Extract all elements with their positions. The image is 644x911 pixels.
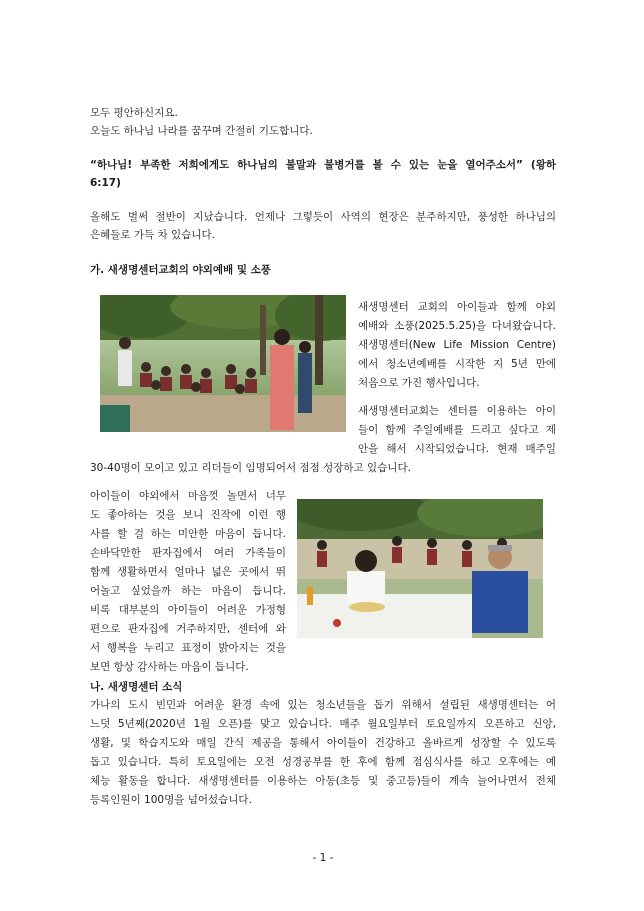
section-a-left-line-5: 함께 생활하면서 얼마나 넓은 곳에서 뛰: [90, 566, 286, 578]
intro-line-2: 은혜들로 가득 차 있습니다.: [90, 229, 215, 241]
section-b-line-4: 돕고 있습니다. 특히 토요일에는 오전 성경공부를 한 후에 함께 점심식사를 하고 오후에는 예: [90, 756, 556, 768]
section-b-heading: 나. 새생명센터 소식: [90, 681, 183, 693]
outdoor-worship-photo: [100, 295, 346, 432]
section-a-left-line-6: 어놀고 싶었을까 하는 마음이 듭니다.: [90, 585, 286, 597]
section-a-left-line-1: 아이들이 야외에서 마음껏 놀면서 너무: [90, 490, 286, 502]
intro-line-1: 올해도 벌써 절반이 지났습니다. 언제나 그렇듯이 사역의 현장은 분주하지만, 풍성한 하나님의: [90, 211, 556, 223]
section-a-right-line-5: 처음으로 가진 행사입니다.: [358, 377, 480, 389]
section-b-line-1: 가나의 도시 빈민과 어려운 환경 속에 있는 청소년들을 돕기 위해서 설립된 새생명센터는 어: [90, 699, 556, 711]
section-a-right-line-9: 안을 해서 시작되었습니다. 현재 매주일: [358, 443, 556, 455]
page-number: - 1 -: [312, 852, 334, 864]
picnic-meal-photo-svg: [297, 499, 543, 638]
section-a-left-line-9: 서 행복을 누리고 표정이 밝아지는 것을: [90, 642, 286, 654]
greeting-line-2: 오늘도 하나님 나라를 꿈꾸며 간절히 기도합니다.: [90, 125, 313, 137]
section-b-line-5: 체능 활동을 합니다. 새생명센터를 이용하는 아동(초등 및 중고등)들이 계속 늘어나면서 전체: [90, 775, 556, 787]
picnic-meal-photo: [297, 499, 543, 638]
section-a-right-line-7: 새생명센터교회는 센터를 이용하는 아이: [358, 405, 556, 417]
section-a-right-line-4: 에서 청소년예배를 시작한 지 5년 만에: [358, 358, 556, 370]
section-a-right-line-2: 예배와 소풍(2025.5.25)을 다녀왔습니다.: [358, 320, 556, 332]
section-b-line-6: 등록인원이 100명을 넘어섰습니다.: [90, 794, 252, 806]
outdoor-worship-photo-svg: [100, 295, 346, 432]
section-b-line-2: 느덧 5년째(2020년 1월 오픈)를 맞고 있습니다. 매주 월요일부터 토요일까지 오픈하고 신앙,: [90, 718, 556, 730]
verse-line-1: “하나님! 부족한 저희에게도 하나님의 불말과 불병거를 볼 수 있는 눈을 열어주소서” (왕하: [90, 159, 556, 171]
section-a-full-line: 30-40명이 모이고 있고 리더들이 임명되어서 점점 성장하고 있습니다.: [90, 462, 411, 474]
section-a-left-line-3: 사를 할 걸 하는 미안한 마음이 듭니다.: [90, 528, 286, 540]
section-a-left-line-10: 보면 항상 감사하는 마음이 듭니다.: [90, 661, 249, 673]
section-a-right-line-3: 새생명센터(New Life Mission Centre): [358, 339, 556, 351]
section-b-line-3: 생활, 및 학습지도와 매일 간식 제공을 통해서 아이들이 건강하고 올바르게 성장할 수 있도록: [90, 737, 556, 749]
section-a-heading: 가. 새생명센터교회의 야외예배 및 소풍: [90, 264, 271, 276]
greeting-line-1: 모두 평안하신지요.: [90, 107, 178, 119]
section-a-right-line-8: 들이 함께 주일예배를 드리고 싶다고 제: [358, 424, 556, 436]
section-a-left-line-2: 도 좋아하는 것을 보니 진작에 이런 행: [90, 509, 286, 521]
document-page: [90, 0, 556, 911]
verse-line-2: 6:17): [90, 177, 121, 189]
section-a-right-line-1: 새생명센터 교회의 아이들과 함께 야외: [358, 301, 556, 313]
section-a-left-line-7: 비록 대부분의 아이들이 어려운 가정형: [90, 604, 286, 616]
section-a-left-line-8: 편으로 판자집에 거주하지만, 센터에 와: [90, 623, 286, 635]
section-a-left-line-4: 손바닥만한 판자집에서 여러 가족들이: [90, 547, 286, 559]
